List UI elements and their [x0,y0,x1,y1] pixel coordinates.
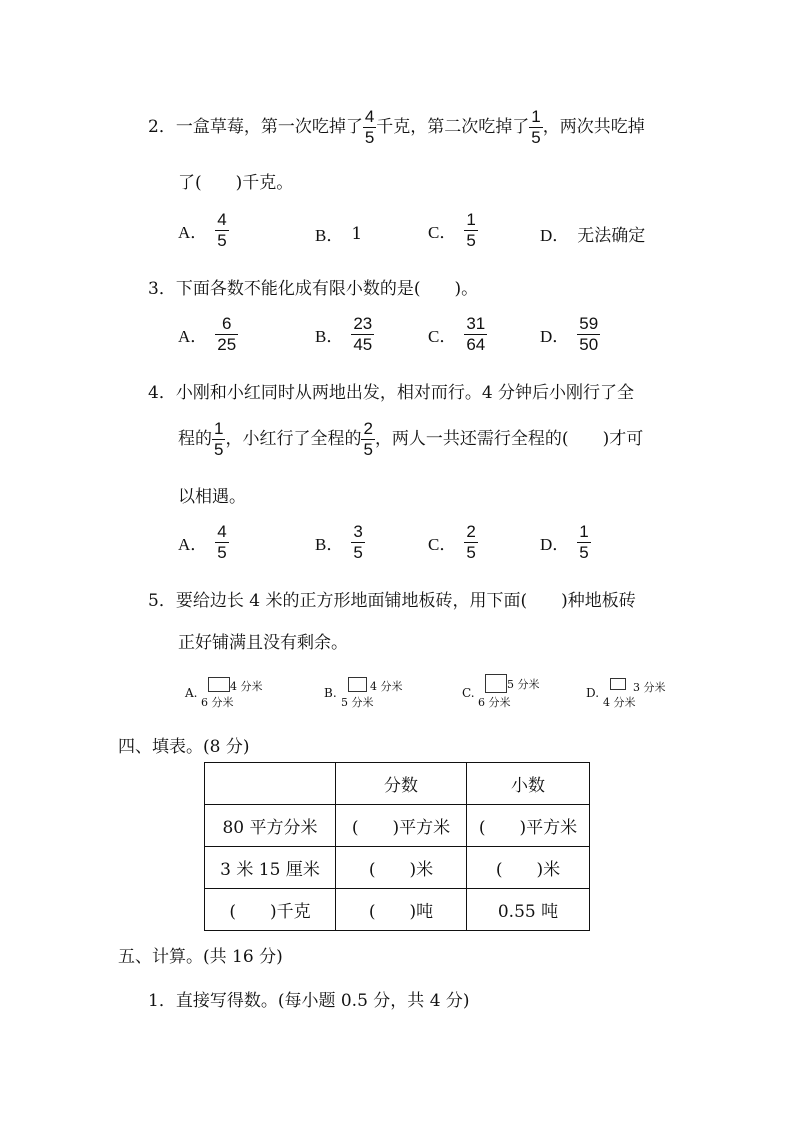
q3-option-c[interactable]: C． $\frac{31}{64}$ [428,314,486,354]
table-header-row [205,763,590,805]
q3-option-b[interactable]: B． $\frac{23}{45}$ [315,314,373,354]
option-fraction: $\frac{2}{5}$ [466,522,476,562]
tile-bottom-label: 4 分米 [603,696,636,709]
tile-bottom-label: 5 分米 [341,696,374,709]
option-fraction: $\frac{4}{5}$ [217,210,227,250]
table-row [205,805,590,847]
table-cell-blank[interactable]: ( )千克 [205,889,336,931]
q2-fraction-1: $\frac{4}{5}$ [364,107,375,147]
q2-line1 [148,104,645,150]
option-fraction: $\frac{1}{5}$ [466,210,476,250]
table-cell-blank[interactable]: ( )平方米 [336,805,467,847]
table-cell: 0.55 吨 [467,889,590,931]
table-cell-blank[interactable]: ( )米 [467,847,590,889]
tile-square [348,677,367,692]
option-label: D. [586,686,600,700]
section-5-subquestion-1: 1．直接写得数。(每小题 0.5 分，共 4 分) [148,991,470,1011]
q4-line3: 以相遇。 [178,487,246,507]
table-header-cell: 小数 [467,763,590,805]
q4-option-c[interactable]: C． $\frac{2}{5}$ [428,522,476,562]
tile-bottom-label: 6 分米 [201,696,234,709]
q2-fraction-2: $\frac{1}{5}$ [531,107,541,147]
q2-number: 2． [148,117,176,137]
tile-side-label: 4 分米 [230,680,263,693]
option-label: A. [185,686,198,700]
option-value: 1 [351,223,363,244]
table-cell-blank[interactable]: ( )平方米 [467,805,590,847]
table-cell: 80 平方分米 [205,805,336,847]
q4-line2: 程的 $\frac{1}{5}$ ，小红行了全程的 $\frac{2}{5}$ ，两人一共还需行全程的( )才可 [178,419,644,459]
option-label: B. [324,686,337,700]
tile-side-label: 5 分米 [507,678,540,691]
q2-line2: 了( )千克。 [178,173,294,193]
q2-text-1: 一盒草莓，第一次吃掉了 [175,117,363,137]
table-header-cell [205,763,336,805]
q2-option-d[interactable]: D． 无法确定 [540,221,645,246]
option-fraction: $\frac{4}{5}$ [217,522,227,562]
tile-square [485,674,507,693]
q2-text-3: ，两次共吃掉 [542,117,645,137]
table-row [205,889,590,931]
q4-fraction-2: $\frac{2}{5}$ [363,419,373,459]
option-fraction: $\frac{59}{50}$ [579,314,599,354]
q5-line1: 5．要给边长 4 米的正方形地面铺地板砖，用下面( )种地板砖 [148,591,636,611]
q3-text: 3．下面各数不能化成有限小数的是( )。 [148,279,479,299]
table-cell-blank[interactable]: ( )吨 [336,889,467,931]
tile-square [610,678,626,690]
table-row [205,847,590,889]
option-fraction: $\frac{23}{45}$ [353,314,373,354]
q2-option-a[interactable]: A． $\frac{4}{5}$ [178,210,227,250]
q4-option-d[interactable]: D． $\frac{1}{5}$ [540,522,589,562]
q2-option-b[interactable]: B． 1 [315,223,363,245]
q4-fraction-1: $\frac{1}{5}$ [214,419,224,459]
q4-line1: 4．小刚和小红同时从两地出发，相对而行。4 分钟后小刚行了全 [148,383,635,403]
option-value: 无法确定 [577,226,646,246]
tile-bottom-label: 6 分米 [478,696,511,709]
table-cell: 3 米 15 厘米 [205,847,336,889]
option-fraction: $\frac{31}{64}$ [466,314,486,354]
q5-line2: 正好铺满且没有剩余。 [178,633,348,653]
q2-text-2: 千克，第二次吃掉了 [376,117,530,137]
q2-option-c[interactable]: C． $\frac{1}{5}$ [428,210,476,250]
table-cell-blank[interactable]: ( )米 [336,847,467,889]
conversion-table [204,762,590,931]
table-header-cell: 分数 [336,763,467,805]
option-fraction: $\frac{6}{25}$ [217,314,237,354]
section-4-title: 四、填表。(8 分) [118,737,250,757]
q4-option-a[interactable]: A． $\frac{4}{5}$ [178,522,227,562]
tile-side-label: 4 分米 [370,680,403,693]
q3-option-a[interactable]: A． $\frac{6}{25}$ [178,314,237,354]
q3-option-d[interactable]: D． $\frac{59}{50}$ [540,314,599,354]
section-5-title: 五、计算。(共 16 分) [118,947,283,967]
tile-side-label: 3 分米 [633,681,666,694]
option-label: C. [462,686,475,700]
tile-square [208,677,230,692]
option-fraction: $\frac{3}{5}$ [353,522,363,562]
q4-option-b[interactable]: B． $\frac{3}{5}$ [315,522,363,562]
option-fraction: $\frac{1}{5}$ [579,522,589,562]
